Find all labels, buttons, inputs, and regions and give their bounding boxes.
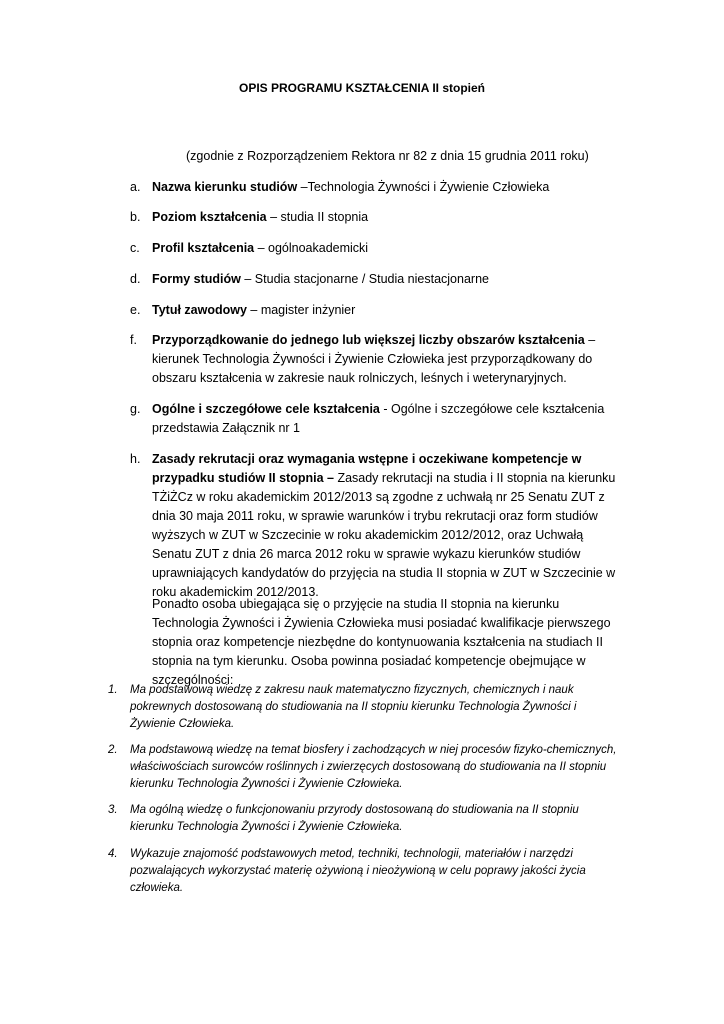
list-item-a (130, 178, 620, 197)
item-label: Przyporządkowanie do jednego lub większej liczby obszarów kształcenia (152, 333, 585, 347)
numbered-item-4 (108, 846, 618, 897)
list-item-b (130, 208, 620, 227)
item-letter: c. (130, 241, 140, 255)
list-item-g (130, 400, 620, 438)
numbered-item-1 (108, 682, 618, 733)
item-number: 4. (108, 848, 118, 860)
item-text: – magister inżynier (246, 303, 356, 317)
item-text: – ogólnoakademicki (254, 241, 369, 255)
item-label: Tytuł zawodowy (152, 303, 247, 317)
item-label: Formy studiów (152, 272, 241, 286)
item-label: Profil kształcenia (152, 241, 255, 255)
item-number: 2. (108, 744, 118, 756)
item-label: Zasady rekrutacji oraz wymagania wstępne i oczekiwane kompetencje w przypadku studiów II stopnia – (152, 452, 582, 485)
item-letter: f. (130, 333, 137, 347)
item-text: Ma podstawową wiedzę na temat biosfery i zachodzących w niej procesów fizyko-chemicznych, właściwościach surowców roślinnych i zwierzęcych dostosowaną do studiowania na II stopniu kierunku Technologia Żywności i Żywienie Człowieka. (130, 744, 617, 790)
item-text: Ma ogólną wiedzę o funkcjonowaniu przyrody dostosowaną do studiowania na II stopniu kierunku Technologia Żywności i Żywienie Człowieka. (130, 804, 579, 833)
document-title: OPIS PROGRAMU KSZTAŁCENIA II stopień (238, 81, 485, 95)
list-item-f (130, 331, 620, 388)
item-letter: a. (130, 180, 141, 194)
item-text: Zasady rekrutacji na studia i II stopnia na kierunku TŻiŻCz w roku akademickim 2012/2013 są zgodne z uchwałą nr 25 Senatu ZUT z dnia 30 maja 2011 roku, w sprawie warunków i trybu rekrutacji oraz form studiów wyższych w ZUT w Szczecinie w roku akademickim 2012/2012, oraz Uchwałą Senatu ZUT z dnia 26 marca 2012 roku w sprawie wykazu kierunków studiów uprawniających kandydatów do przyjęcia na studia II stopnia w ZUT w Szczecinie w roku akademickim 2012/2013. (152, 471, 616, 599)
item-text: –Technologia Żywności i Żywienie Człowieka (297, 180, 550, 194)
item-text: – kierunek Technologia Żywności i Żywienie Człowieka jest przyporządkowany do obszaru kształcenia w zakresie nauk rolniczych, leśnych i weterynaryjnych. (152, 333, 596, 385)
item-letter: b. (130, 210, 141, 224)
item-label: Poziom kształcenia (152, 210, 267, 224)
item-text: Wykazuje znajomość podstawowych metod, techniki, technologii, materiałów i narzędzi pozwalających wykorzystać materię ożywioną i nieożywioną w celu poprawy jakości życia człowieka. (130, 848, 586, 894)
item-letter: g. (130, 402, 141, 416)
list-item-e (130, 301, 620, 320)
item-letter: e. (130, 303, 141, 317)
numbered-item-2 (108, 742, 618, 793)
list-item-h (130, 450, 620, 602)
item-text: – Studia stacjonarne / Studia niestacjonarne (240, 272, 489, 286)
list-item-c (130, 239, 620, 258)
list-item-d (130, 270, 620, 289)
item-label: Ogólne i szczegółowe cele kształcenia (152, 402, 380, 416)
numbered-item-3 (108, 802, 618, 836)
competence-paragraph: Ponadto osoba ubiegająca się o przyjęcie na studia II stopnia na kierunku Technologia Żywności i Żywienia Człowieka musi posiadać kwalifikacje pierwszego stopnia oraz kompetencje niezbędne do kontynuowania kształcenia na studiach II stopnia na tym kierunku. Osoba powinna posiadać kompetencje obejmujące w szczególności: (152, 597, 611, 687)
item-text: – studia II stopnia (266, 210, 369, 224)
item-text: - Ogólne i szczegółowe cele kształcenia przedstawia Załącznik nr 1 (152, 402, 605, 435)
item-number: 3. (108, 804, 118, 816)
item-letter: h. (130, 452, 141, 466)
item-letter: d. (130, 272, 141, 286)
item-text: Ma podstawową wiedzę z zakresu nauk matematyczno fizycznych, chemicznych i nauk pokrewnych dostosowaną do studiowania na II stopniu kierunku Technologia Żywności i Żywienie Człowieka. (130, 684, 577, 730)
document-subtitle: (zgodnie z Rozporządzeniem Rektora nr 82 z dnia 15 grudnia 2011 roku) (186, 149, 589, 163)
item-label: Nazwa kierunku studiów (152, 180, 298, 194)
item-number: 1. (108, 684, 118, 696)
